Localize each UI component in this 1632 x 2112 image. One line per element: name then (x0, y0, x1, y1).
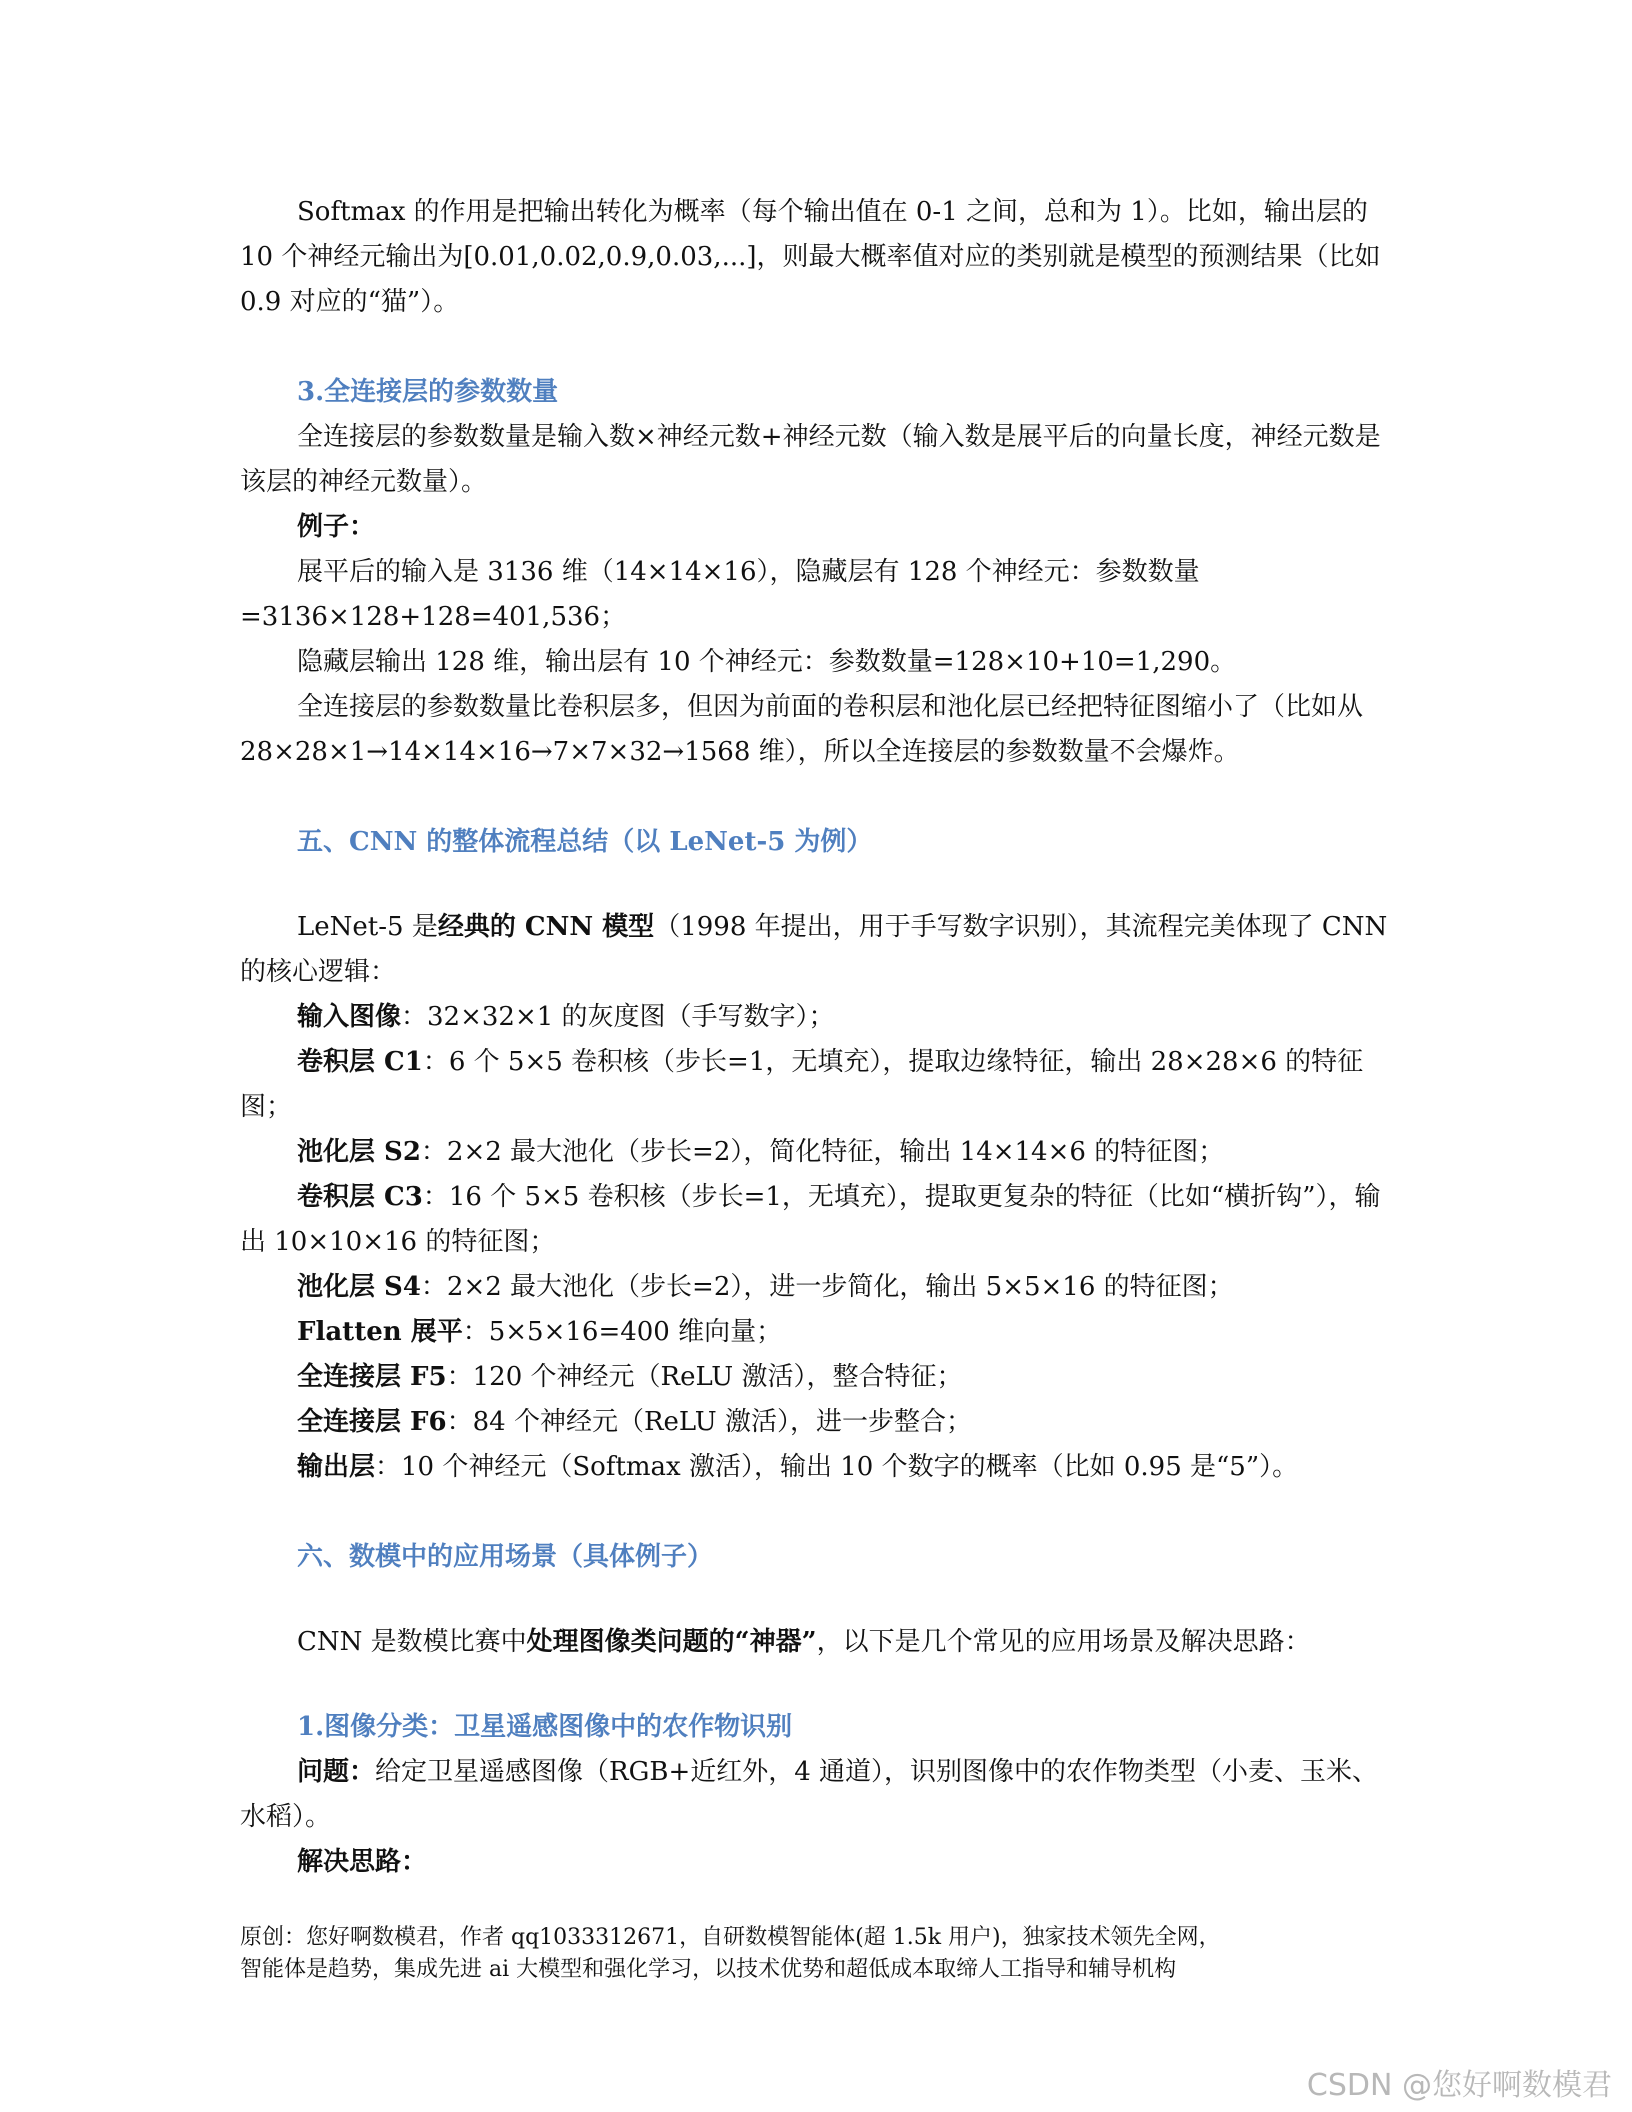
fc-params-heading: 3.全连接层的参数数量 (297, 377, 559, 407)
csdn-watermark: CSDN @您好啊数模君 (1306, 2068, 1612, 2103)
section6-heading: 六、数模中的应用场景（具体例子） (297, 1542, 714, 1572)
page-footer (240, 1922, 1400, 1986)
example-label: 例子： (297, 512, 376, 542)
footer-line-1: 原创：您好啊数模君，作者 qq1033312671，自研数模智能体(超 1.5k 用户)，独家技术领先全网， (240, 1925, 1221, 1950)
step-input: 输入图像：32×32×1 的灰度图（手写数字）； (297, 1002, 835, 1032)
step-conv-c3: 卷积层 C3：16 个 5×5 卷积核（步长=1，无填充），提取更复杂的特征（比如“横折钩”），输出 10×10×16 的特征图； (240, 1182, 1381, 1257)
lenet-intro: LeNet-5 是经典的 CNN 模型（1998 年提出，用于手写数字识别），其流程完美体现了 CNN 的核心逻辑： (240, 912, 1388, 987)
step-fc-f6: 全连接层 F6：84 个神经元（ReLU 激活），进一步整合； (297, 1407, 972, 1437)
footer-line-2: 智能体是趋势，集成先进 ai 大模型和强化学习，以技术优势和超低成本取缔人工指导和辅导机构 (240, 1957, 1177, 1982)
step-output: 输出层：10 个神经元（Softmax 激活），输出 10 个数字的概率（比如 0.95 是“5”）。 (297, 1452, 1299, 1482)
step-conv-c1: 卷积层 C1：6 个 5×5 卷积核（步长=1，无填充），提取边缘特征，输出 28×28×6 的特征图； (240, 1047, 1364, 1122)
section5-heading: 五、CNN 的整体流程总结（以 LeNet-5 为例） (297, 827, 873, 857)
cnn-application-intro: CNN 是数模比赛中处理图像类问题的“神器”，以下是几个常见的应用场景及解决思路： (297, 1627, 1311, 1657)
fc-params-summary: 全连接层的参数数量比卷积层多，但因为前面的卷积层和池化层已经把特征图缩小了（比如从 28×28×1→14×14×16→7×7×32→1568 维），所以全连接层的参数数量不会爆炸。 (240, 692, 1364, 767)
image-classification-heading: 1.图像分类：卫星遥感图像中的农作物识别 (297, 1712, 793, 1742)
fc-params-description: 全连接层的参数数量是输入数×神经元数+神经元数（输入数是展平后的向量长度，神经元数是该层的神经元数量）。 (240, 422, 1381, 497)
step-pool-s4: 池化层 S4：2×2 最大池化（步长=2），进一步简化，输出 5×5×16 的特征图； (297, 1272, 1234, 1302)
step-flatten: Flatten 展平：5×5×16=400 维向量； (297, 1317, 783, 1347)
step-fc-f5: 全连接层 F5：120 个神经元（ReLU 激活），整合特征； (297, 1362, 963, 1392)
solution-label: 解决思路： (297, 1847, 428, 1877)
step-pool-s2: 池化层 S2：2×2 最大池化（步长=2），简化特征，输出 14×14×6 的特征图； (297, 1137, 1225, 1167)
example-output-layer: 隐藏层输出 128 维，输出层有 10 个神经元：参数数量=128×10+10=1,290。 (297, 647, 1237, 677)
example-hidden-layer: 展平后的输入是 3136 维（14×14×16），隐藏层有 128 个神经元：参数数量=3136×128+128=401,536； (240, 557, 1200, 632)
problem-paragraph: 问题：给定卫星遥感图像（RGB+近红外，4 通道），识别图像中的农作物类型（小麦、玉米、水稻）。 (240, 1757, 1379, 1832)
document-body (240, 190, 1400, 1885)
softmax-paragraph: Softmax 的作用是把输出转化为概率（每个输出值在 0-1 之间，总和为 1）。比如，输出层的 10 个神经元输出为[0.01,0.02,0.9,0.03,...]，则最大概率值对应的类别就是模型的预测结果（比如 0.9 对应的“猫”）。 (240, 197, 1381, 317)
